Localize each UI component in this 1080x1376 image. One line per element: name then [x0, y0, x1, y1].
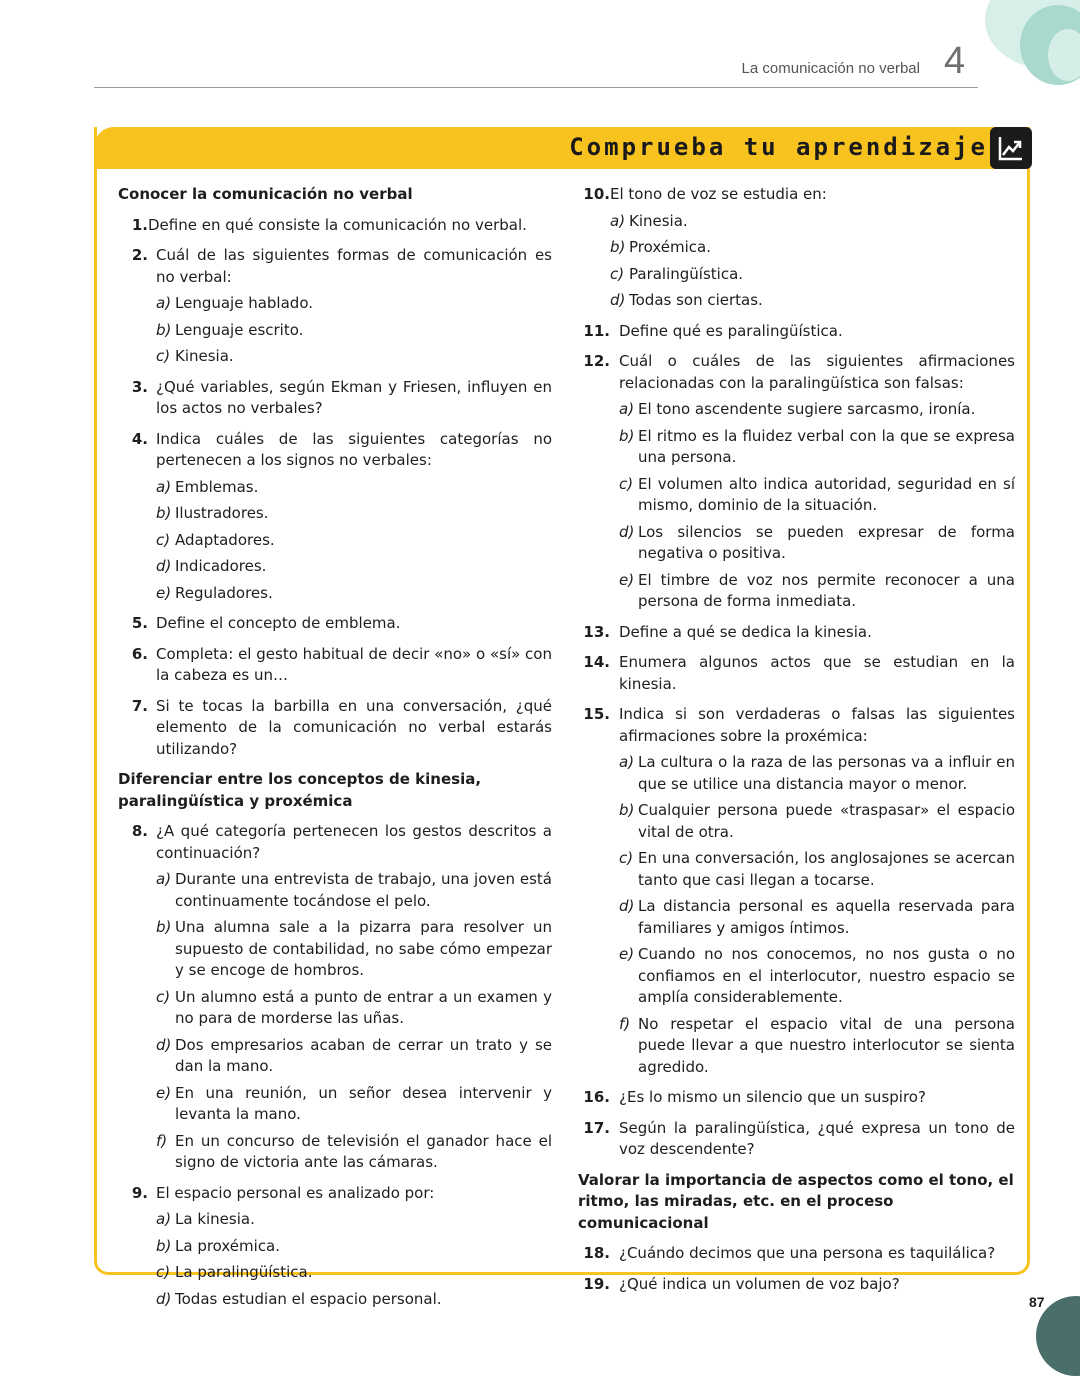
option-b: b) Lenguaje escrito.: [156, 320, 304, 339]
question-11: 11. Define qué es paralingüística.: [583, 321, 843, 340]
option-b: b) Ilustradores.: [156, 504, 269, 522]
header-rule: [94, 87, 978, 88]
option-c: c) Un alumno está a punto de entrar a un examen y no para de morderse las uñas.: [156, 987, 552, 1027]
question-8: 8. ¿A qué categoría pertenecen los gestos descritos a continuación? a) Durante una entrevista de trabajo, una joven está continuamente tocándose el pelo. b) Una alumna sale a la pizarra para resolver un supuesto de contabilidad, no sabe cómo empezar y se encoge de hombros. c) Un alumno está a punto de entrar a un examen y no para de morderse las uñas. d) Dos empresarios acaban de cerrar un trato y se dan la mano. e) En una reunión, un señor desea intervenir y levanta la mano. f) En un concurso de televisión el ganador hace el signo de victoria ante las cámaras.: [118, 821, 552, 1174]
question-12: 12. Cuál o cuáles de las siguientes afirmaciones relacionadas con la paralingüística son falsas: a) El tono ascendente sugiere sarcasmo, ironía. b) El ritmo es la fluidez verbal con la que se expresa una persona. c) El volumen alto indica autoridad, seguridad en sí mismo, dominio de la situación. d) Los silencios se pueden expresar de forma negativa o positiva. e) El timbre de voz nos permite reconocer a una persona de forma inmediata.: [578, 351, 1015, 613]
chart-trend-icon: [990, 127, 1032, 169]
left-column: [118, 184, 552, 1319]
question-2: 2. Cuál de las siguientes formas de comunicación es no verbal: a) Lenguaje hablado. b) Lenguaje escrito. c) Kinesia.: [118, 245, 552, 368]
question-16: 16. ¿Es lo mismo un silencio que un suspiro?: [583, 1088, 926, 1106]
option-d: d) Los silencios se pueden expresar de forma negativa o positiva.: [619, 522, 1015, 562]
question-19: 19. ¿Qué indica un volumen de voz bajo?: [583, 1274, 900, 1293]
option-f: f) En un concurso de televisión el ganador hace el signo de victoria ante las cámaras.: [156, 1131, 552, 1171]
option-a: a) Lenguaje hablado.: [156, 294, 313, 312]
option-c: c) Kinesia.: [156, 347, 234, 365]
section-title: Comprueba tu aprendizaje: [569, 133, 988, 161]
right-column: [578, 184, 1015, 1304]
option-e: e) Cuando no nos conocemos, no nos gusta o no confiamos en el interlocutor, nuestro espacio se amplía considerablemente.: [619, 945, 1015, 1006]
question-3: 3. ¿Qué variables, según Ekman y Friesen, influyen en los actos no verbales?: [131, 377, 552, 417]
question-5: 5. Define el concepto de emblema.: [131, 614, 401, 632]
option-c: c) El volumen alto indica autoridad, seguridad en sí mismo, dominio de la situación.: [619, 474, 1015, 514]
option-b: b) Proxémica.: [610, 238, 711, 256]
option-d: d) Dos empresarios acaban de cerrar un trato y se dan la mano.: [156, 1035, 552, 1075]
option-b: b) Una alumna sale a la pizarra para resolver un supuesto de contabilidad, no sabe cómo empezar y se encoge de hombros.: [156, 918, 552, 979]
section-heading: Diferenciar entre los conceptos de kinesia, paralingüística y proxémica: [118, 770, 482, 810]
option-a: a) La kinesia.: [156, 1210, 255, 1228]
option-a: a) Kinesia.: [610, 211, 688, 230]
option-c: c) Paralingüística.: [610, 264, 744, 283]
option-c: c) Adaptadores.: [156, 530, 275, 549]
question-15: 15. Indica si son verdaderas o falsas las siguientes afirmaciones sobre la proxémica: a) La cultura o la raza de las personas va a influir en que se utilice una distancia mayor o menor. b) Cualquier persona puede «traspasar» el espacio vital de otra. c) En una conversación, los anglosajones se acercan tanto que casi llegan a tocarse. d) La distancia personal es aquella reservada para familiares y amigos íntimos. e) Cuando no nos conocemos, no nos gusta o no confiamos en el interlocutor, nuestro espacio se amplía considerablemente. f) No respetar el espacio vital de una persona puede llevar a que nuestro interlocutor se sienta agredido.: [578, 704, 1015, 1078]
option-a: a) Durante una entrevista de trabajo, una joven está continuamente tocándose el pelo.: [156, 870, 552, 910]
option-f: f) No respetar el espacio vital de una persona puede llevar a que nuestro interlocutor se sienta agredido.: [619, 1014, 1015, 1076]
question-6: 6. Completa: el gesto habitual de decir «no» o «sí» con la cabeza es un…: [131, 644, 552, 684]
option-b: b) El ritmo es la fluidez verbal con la que se expresa una persona.: [619, 426, 1015, 466]
option-a: a) La cultura o la raza de las personas va a influir en que se utilice una distancia mayor o menor.: [619, 753, 1015, 793]
option-d: d) Todas son ciertas.: [610, 291, 763, 309]
option-a: a) El tono ascendente sugiere sarcasmo, ironía.: [619, 400, 976, 418]
option-e: e) En una reunión, un señor desea intervenir y levanta la mano.: [156, 1083, 552, 1123]
option-d: d) La distancia personal es aquella reservada para familiares y amigos íntimos.: [619, 897, 1015, 937]
question-10: 10. El tono de voz se estudia en: a) Kinesia. b) Proxémica. c) Paralingüística. d) Todas son ciertas.: [578, 184, 1015, 312]
question-1: 1. Define en qué consiste la comunicación no verbal.: [131, 215, 527, 234]
option-c: c) La paralingüística.: [156, 1263, 313, 1281]
option-d: d) Indicadores.: [156, 557, 267, 575]
question-17: 17. Según la paralingüística, ¿qué expresa un tono de voz descendente?: [583, 1118, 1015, 1158]
question-9: 9. El espacio personal es analizado por: a) La kinesia. b) La proxémica. c) La paralingüística. d) Todas estudian el espacio personal.: [118, 1183, 552, 1311]
option-e: e) El timbre de voz nos permite reconocer a una persona de forma inmediata.: [619, 570, 1015, 610]
page-number: 87: [1029, 1294, 1045, 1310]
question-14: 14. Enumera algunos actos que se estudian en la kinesia.: [583, 653, 1015, 693]
option-a: a) Emblemas.: [156, 477, 259, 496]
question-7: 7. Si te tocas la barbilla en una conversación, ¿qué elemento de la comunicación no verbal estarás utilizando?: [131, 696, 552, 758]
option-d: d) Todas estudian el espacio personal.: [156, 1289, 442, 1308]
section-heading: Valorar la importancia de aspectos como el tono, el ritmo, las miradas, etc. en el proceso comunicacional: [578, 1170, 1014, 1232]
chapter-number: 4: [944, 40, 966, 82]
question-4: 4. Indica cuáles de las siguientes categorías no pertenecen a los signos no verbales: a) Emblemas. b) Ilustradores. c) Adaptadores. d) Indicadores. e) Reguladores.: [118, 429, 552, 605]
option-e: e) Reguladores.: [156, 583, 273, 602]
chapter-title: La comunicación no verbal: [741, 60, 920, 77]
option-b: b) La proxémica.: [156, 1236, 281, 1255]
option-b: b) Cualquier persona puede «traspasar» el espacio vital de otra.: [619, 801, 1015, 841]
question-13: 13. Define a qué se dedica la kinesia.: [583, 622, 872, 641]
option-c: c) En una conversación, los anglosajones se acercan tanto que casi llegan a tocarse.: [619, 849, 1015, 889]
question-18: 18. ¿Cuándo decimos que una persona es taquilálica?: [583, 1244, 996, 1262]
section-heading: Conocer la comunicación no verbal: [118, 185, 413, 203]
